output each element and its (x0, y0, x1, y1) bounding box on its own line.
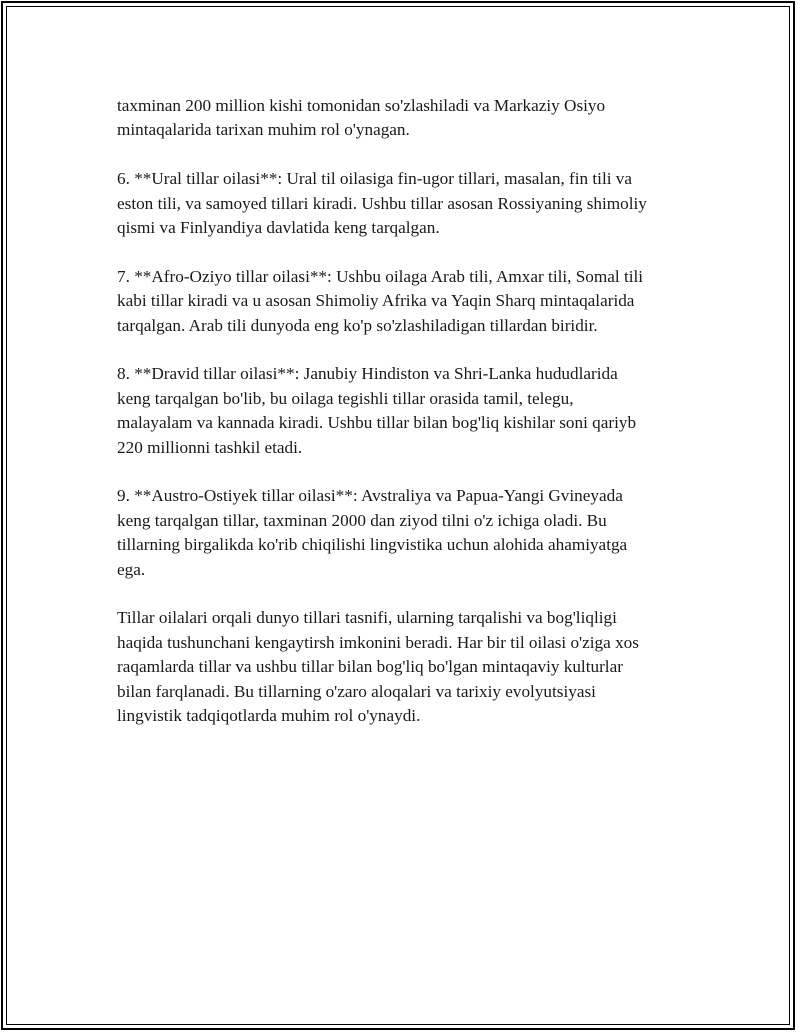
paragraph-ural-languages: 6. **Ural tillar oilasi**: Ural til oilasiga fin-ugor tillari, masalan, fin tili va eston tili, va samoyed tillari kiradi. Ushbu tillar asosan Rossiyaning shimoliy qismi va Finlyandiya davlatida keng tarqalgan. (117, 169, 647, 238)
paragraph-continuation: taxminan 200 million kishi tomonidan so'zlashiladi va Markaziy Osiyo mintaqalarida tarixan muhim rol o'ynagan. (117, 96, 606, 140)
paragraph-dravidian-languages: 8. **Dravid tillar oilasi**: Janubiy Hindiston va Shri-Lanka hududlarida keng tarqalgan bo'lib, bu oilaga tegishli tillar orasida tamil, telegu, malayalam va kannada kiradi. Ushbu tillar bilan bog'liq kishilar soni qariyb 220 millionni tashkil etadi. (117, 364, 637, 457)
paragraph-afro-asiatic-languages: 7. **Afro-Oziyo tillar oilasi**: Ushbu oilaga Arab tili, Amxar tili, Somal tili kabi tillar kiradi va u asosan Shimoliy Afrika va Yaqin Sharq mintaqalarida tarqalgan. Arab tili dunyoda eng ko'p so'zlashiladigan tillardan biridir. (117, 266, 644, 335)
document-body (117, 94, 697, 753)
paragraph-conclusion: Tillar oilalari orqali dunyo tillari tasnifi, ularning tarqalishi va bog'liqligi haqida tushunchani kengaytirsh imkonini beradi. Har bir til oilasi o'ziga xos raqamlarda tillar va ushbu tillar bilan bog'liq bo'lgan mintaqaviy kulturlar bilan farqlanadi. Bu tillarning o'zaro aloqalari va tarixiy evolyutsiyasi lingvistik tadqiqotlarda muhim rol o'ynaydi. (117, 608, 639, 726)
paragraph-austro-languages: 9. **Austro-Ostiyek tillar oilasi**: Avstraliya va Papua-Yangi Gvineyada keng tarqalgan tillar, taxminan 2000 dan ziyod tilni o'z ichiga oladi. Bu tillarning birgalikda ko'rib chiqilishi lingvistika uchun alohida ahamiyatga ega. (117, 486, 628, 579)
